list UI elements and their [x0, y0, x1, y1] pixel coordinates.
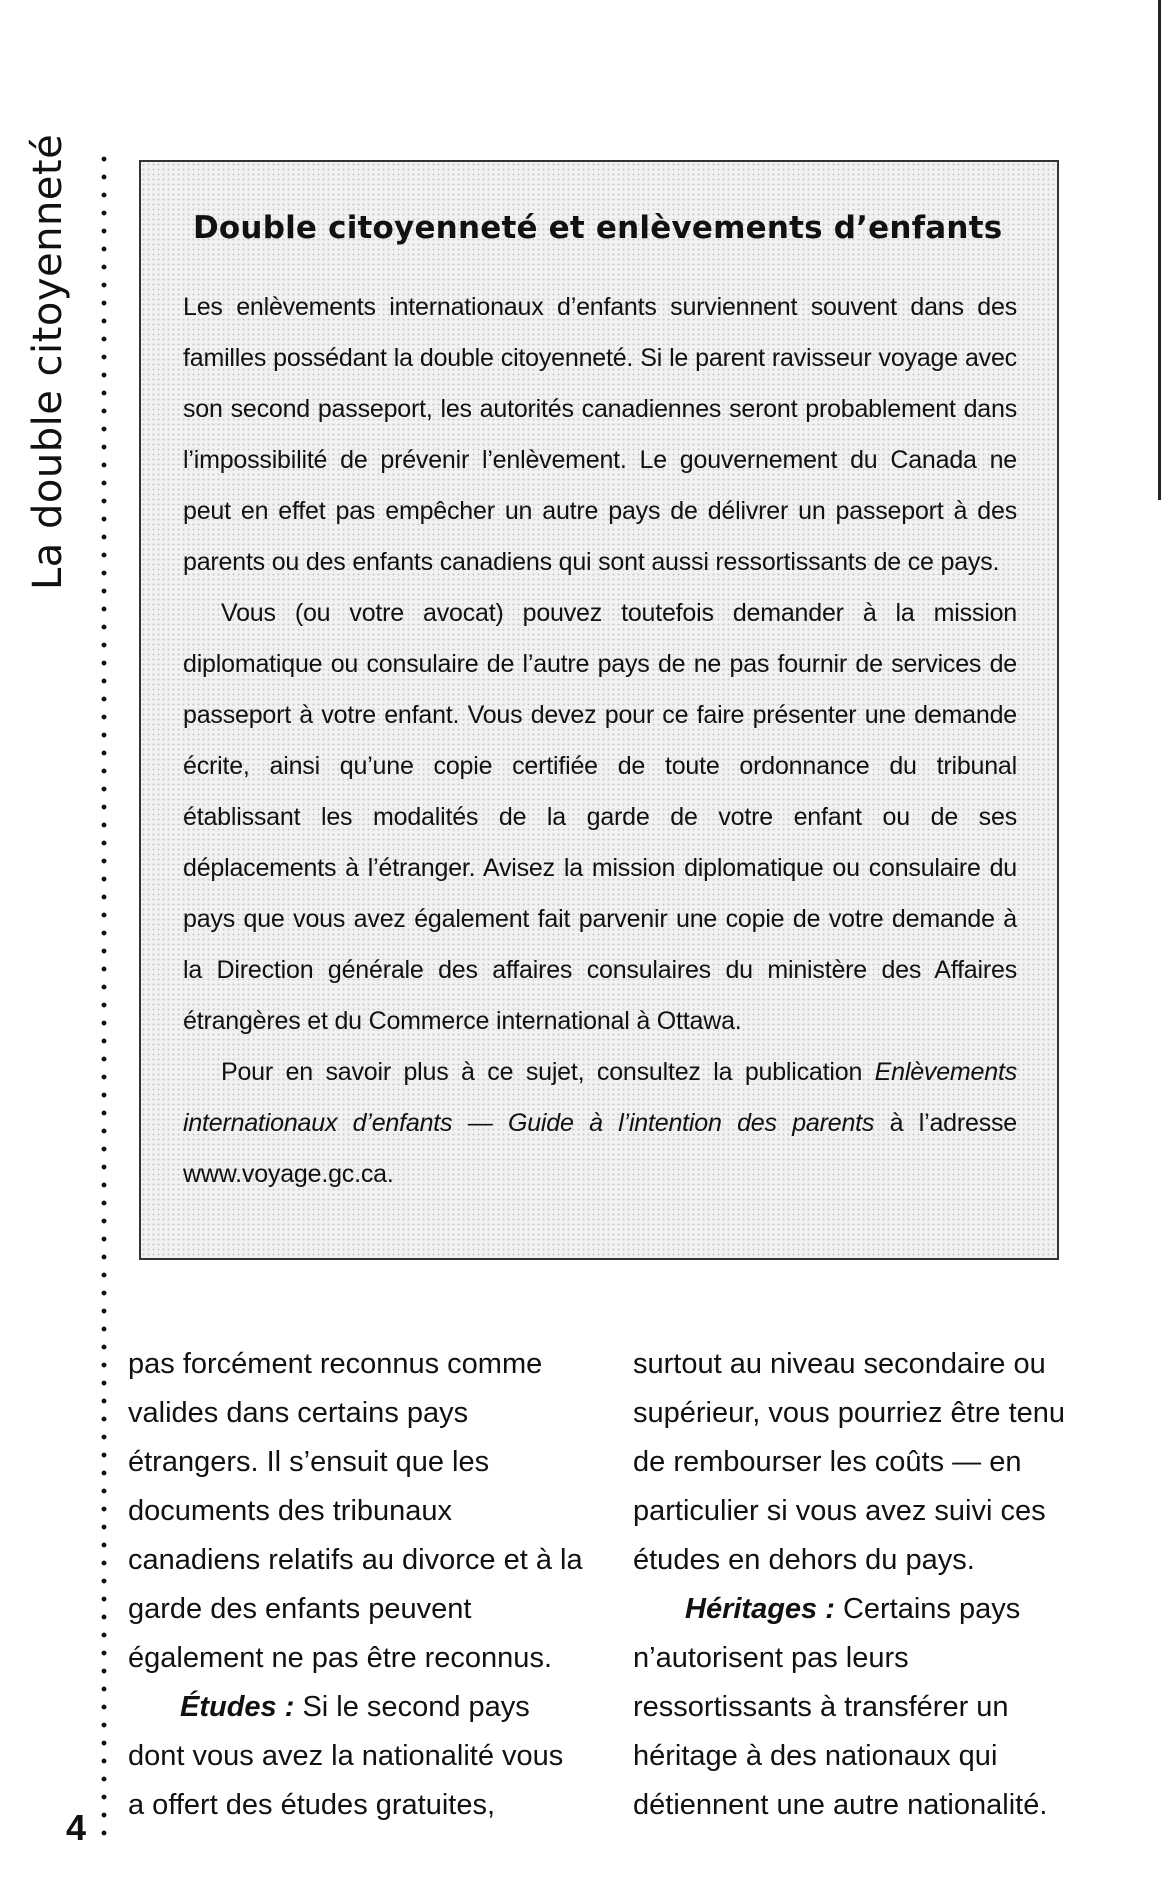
page-number: 4: [66, 1807, 87, 1848]
sidebar-paragraph-1: Les enlèvements internationaux d’enfants surviennent souvent dans des familles possédant la double citoyenneté. Si le parent ravisseur voyage avec son second passeport, les autorités canadiennes seront probablement dans l’impossibilité de prévenir l’enlèvement. Le gouvernement du Canada ne peut en effet pas empêcher un autre pays de délivrer un passeport à des parents ou des enfants canadiens qui sont aussi ressortissants de ce pays.: [183, 293, 1017, 576]
left-paragraph-2-text: Si le second pays dont vous avez la nationalité vous a offert des études gratuites,: [128, 1691, 564, 1821]
publication-title: Enlèvements internationaux d’enfants — Guide à l’intention des parents: [183, 1058, 1017, 1137]
sidebar-p3-tail: à l’adresse www.voyage.gc.ca.: [183, 1109, 1017, 1188]
left-paragraph-2: [128, 1683, 583, 1830]
right-paragraph-2: [633, 1585, 1088, 1830]
section-title-text: La double citoyenneté: [25, 133, 71, 590]
left-paragraph-1: pas forcément reconnus comme valides dans certains pays étrangers. Il s’ensuit que les documents des tribunaux canadiens relatifs au divorce et à la garde des enfants peuvent également ne pas être reconnus.: [128, 1348, 583, 1674]
sidebar-paragraph-2: Vous (ou votre avocat) pouvez toutefois demander à la mission diplomatique ou consulaire de l’autre pays de ne pas fournir de services de passeport à votre enfant. Vous devez pour ce faire présenter une demande écrite, ainsi qu’une copie certifiée de toute ordonnance du tribunal établissant les modalités de la garde de votre enfant ou de ses déplacements à l’étranger. Avisez la mission diplomatique ou consulaire du pays que vous avez également fait parvenir une copie de votre demande à la Direction générale des affaires consulaires du ministère des Affaires étrangères et du Commerce international à Ottawa.: [183, 599, 1017, 1035]
right-column: [633, 1340, 1088, 1830]
run-in-heading-heritages: Héritages :: [685, 1593, 835, 1625]
right-paragraph-1: surtout au niveau secondaire ou supérieur, vous pourriez être tenu de rembourser les coûts — en particulier si vous avez suivi ces études en dehors du pays.: [633, 1348, 1066, 1576]
dotted-divider: [100, 150, 108, 1840]
left-column: [128, 1340, 583, 1830]
page-edge-line: [1158, 0, 1161, 500]
right-paragraph-2-text: Certains pays n’autorisent pas leurs ressortissants à transférer un héritage à des nationaux qui détiennent une autre nationalité.: [633, 1593, 1048, 1821]
sidebar-title: Double citoyenneté et enlèvements d’enfants: [193, 210, 1003, 246]
sidebar-p3-lead: Pour en savoir plus à ce sujet, consultez la publication: [221, 1058, 875, 1086]
body-columns: [128, 1340, 1088, 1830]
sidebar-body: [183, 282, 1017, 1200]
sidebar-box: [139, 160, 1059, 1260]
section-title-vertical: [18, 133, 78, 590]
sidebar-paragraph-3: [183, 1047, 1017, 1200]
run-in-heading-etudes: Études :: [180, 1691, 295, 1723]
